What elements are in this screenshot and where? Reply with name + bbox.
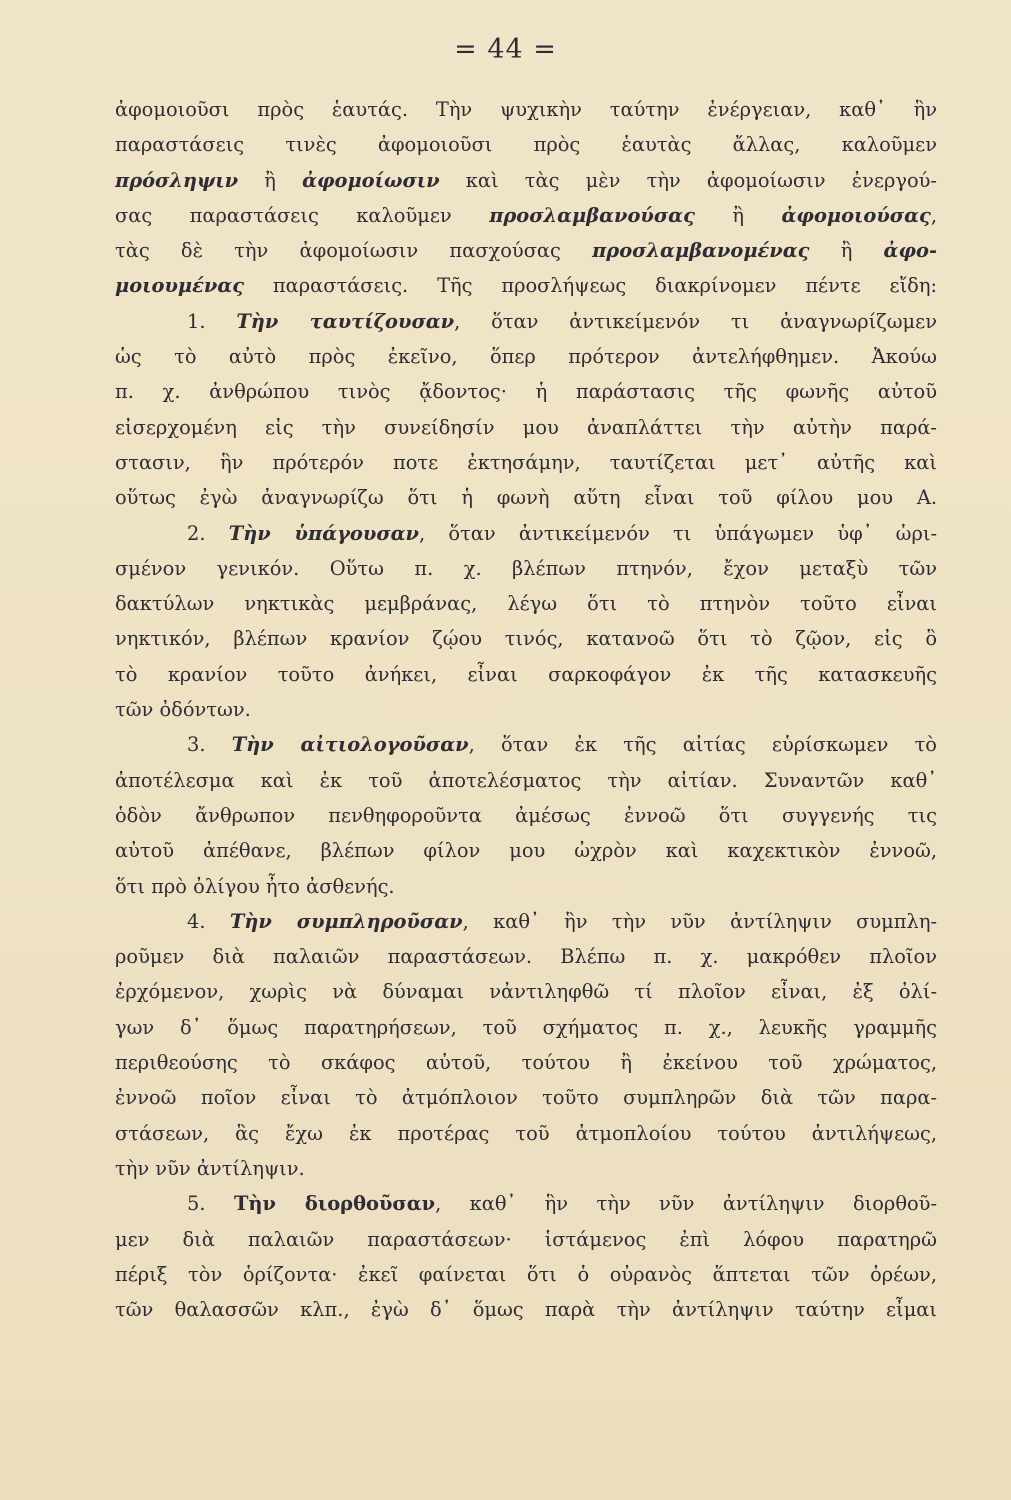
text-line: ἀφομοιοῦσι πρὸς ἑαυτάς. Τὴν ψυχικὴν ταύτην ἐνέργειαν, καθ᾽ ἣν: [115, 98, 937, 121]
text-line: τὴν νῦν ἀντίληψιν.: [115, 1156, 305, 1180]
text-line: 1. Τὴν ταυτίζουσαν, ὅταν ἀντικείμενόν τι ἀναγνωρίζωμεν: [187, 309, 937, 333]
text-line: τὰς δὲ τὴν ἀφομοίωσιν πασχούσας προσλαμβανομένας ἢ ἀφο-: [115, 239, 937, 263]
text-line: ἐννοῶ ποῖον εἶναι τὸ ἀτμόπλοιον τοῦτο συμπληρῶν διὰ τῶν παρα-: [115, 1086, 937, 1110]
text-line: νηκτικόν, βλέπων κρανίον ζῴου τινός, κατανοῶ ὅτι τὸ ζῷον, εἰς ὃ: [115, 627, 937, 651]
text-line: ἀποτέλεσμα καὶ ἐκ τοῦ ἀποτελέσματος τὴν αἰτίαν. Συναντῶν καθ᾽: [115, 768, 937, 792]
text-line: 5. Τὴν διορθοῦσαν, καθ᾽ ἣν τὴν νῦν ἀντίληψιν διορθοῦ-: [187, 1192, 938, 1216]
text-line: τὸ κρανίον τοῦτο ἀνήκει, εἶναι σαρκοφάγον ἐκ τῆς κατασκευῆς: [115, 662, 937, 686]
text-line: 4. Τὴν συμπληροῦσαν, καθ᾽ ἣν τὴν νῦν ἀντίληψιν συμπλη-: [187, 909, 937, 933]
text-line: π. χ. ἀνθρώπου τινὸς ᾄδοντος· ἡ παράστασις τῆς φωνῆς αὐτοῦ: [115, 380, 937, 404]
text-line: ἐρχόμενον, χωρὶς νὰ δύναμαι νἀντιληφθῶ τί πλοῖον εἶναι, ἐξ ὀλί-: [115, 980, 937, 1004]
text-line: σας παραστάσεις καλοῦμεν προσλαμβανούσας ἢ ἀφομοιούσας,: [115, 203, 938, 227]
text-line: πέριξ τὸν ὁρίζοντα· ἐκεῖ φαίνεται ὅτι ὁ οὐρανὸς ἅπτεται τῶν ὀρέων,: [115, 1262, 937, 1286]
text-line: παραστάσεις τινὲς ἀφομοιοῦσι πρὸς ἑαυτὰς ἄλλας, καλοῦμεν: [115, 133, 937, 157]
text-line: γων δ᾽ ὅμως παρατηρήσεων, τοῦ σχήματος π. χ., λευκῆς γραμμῆς: [115, 1015, 937, 1039]
text-line: μεν διὰ παλαιῶν παραστάσεων· ἱστάμενος ἐπὶ λόφου παρατηρῶ: [115, 1227, 937, 1251]
text-line: αὐτοῦ ἀπέθανε, βλέπων φίλον μου ὠχρὸν καὶ καχεκτικὸν ἐννοῶ,: [115, 839, 937, 863]
text-line: σμένον γενικόν. Οὕτω π. χ. βλέπων πτηνόν, ἔχον μεταξὺ τῶν: [115, 556, 937, 580]
text-line: πρόσληψιν ἢ ἀφομοίωσιν καὶ τὰς μὲν τὴν ἀφομοίωσιν ἐνεργού-: [115, 168, 937, 192]
text-line: μοιουμένας παραστάσεις. Τῆς προσλήψεως διακρίνομεν πέντε εἴδη:: [115, 274, 937, 298]
text-line: τῶν ὀδόντων.: [115, 698, 251, 722]
text-line: ὅτι πρὸ ὀλίγου ἦτο ἀσθενής.: [115, 874, 395, 898]
text-line: οὕτως ἐγὼ ἀναγνωρίζω ὅτι ἡ φωνὴ αὕτη εἶναι τοῦ φίλου μου Α.: [115, 486, 937, 510]
text-line: περιθεούσης τὸ σκάφος αὐτοῦ, τούτου ἢ ἐκείνου τοῦ χρώματος,: [115, 1051, 937, 1075]
text-line: 3. Τὴν αἰτιολογοῦσαν, ὅταν ἐκ τῆς αἰτίας εὑρίσκωμεν τὸ: [187, 733, 937, 757]
text-line: 2. Τὴν ὑπάγουσαν, ὅταν ἀντικείμενόν τι ὑπάγωμεν ὑφ᾽ ὡρι-: [187, 521, 937, 545]
text-line: δακτύλων νηκτικὰς μεμβράνας, λέγω ὅτι τὸ πτηνὸν τοῦτο εἶναι: [115, 592, 937, 616]
text-line: στάσεων, ἃς ἔχω ἐκ προτέρας τοῦ ἀτμοπλοίου τούτου ἀντιλήψεως,: [115, 1121, 937, 1145]
text-line: τῶν θαλασσῶν κλπ., ἐγὼ δ᾽ ὅμως παρὰ τὴν ἀντίληψιν ταύτην εἶμαι: [115, 1298, 937, 1322]
text-line: στασιν, ἣν πρότερόν ποτε ἐκτησάμην, ταυτίζεται μετ᾽ αὐτῆς καὶ: [115, 450, 937, 474]
text-line: εἰσερχομένη εἰς τὴν συνείδησίν μου ἀναπλάττει τὴν αὐτὴν παρά-: [115, 415, 937, 439]
text-line: ὡς τὸ αὐτὸ πρὸς ἐκεῖνο, ὅπερ πρότερον ἀντελήφθημεν. Ἀκούω: [115, 345, 937, 369]
text-line: ὁδὸν ἄνθρωπον πενθηφοροῦντα ἀμέσως ἐννοῶ ὅτι συγγενής τις: [115, 803, 937, 827]
text-line: ροῦμεν διὰ παλαιῶν παραστάσεων. Βλέπω π. χ. μακρόθεν πλοῖον: [115, 945, 937, 969]
page-number: = 44 =: [454, 34, 557, 65]
body-text: [115, 92, 937, 1327]
